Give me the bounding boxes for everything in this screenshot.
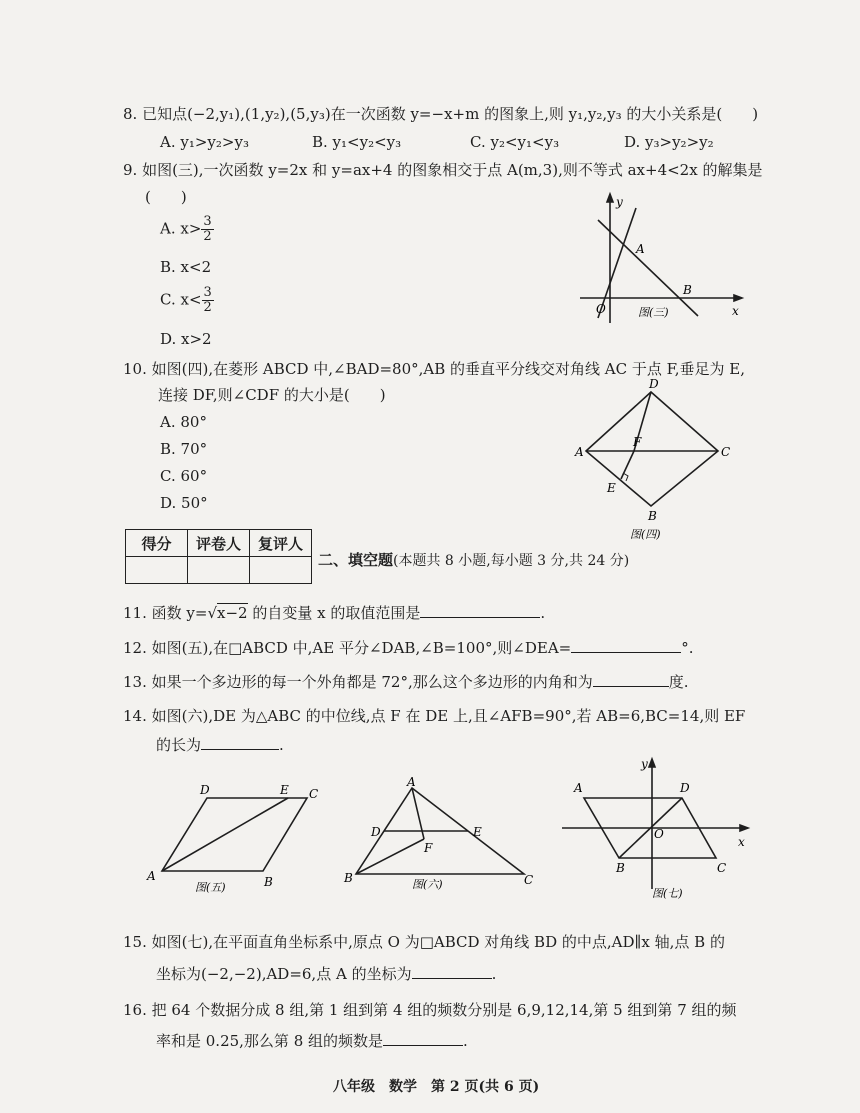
fig6-caption: 图(六) — [412, 878, 443, 891]
question-16-line2: 率和是 0.25,那么第 8 组的频数是 . — [156, 1032, 468, 1050]
q9-option-a-fraction: $\frac{3}{2}$ — [203, 214, 212, 244]
fig7-x-arrow — [740, 825, 748, 831]
question-10-line1: 10. 如图(四),在菱形 ABCD 中,∠BAD=80°,AB 的垂直平分线交对角线 AC 于点 F,垂足为 E, — [123, 360, 745, 378]
fig6-label-d: D — [371, 825, 381, 839]
q11-answer-blank[interactable] — [420, 603, 540, 618]
question-10-line2: 连接 DF,则∠CDF 的大小是( ) — [158, 386, 386, 404]
fig7-label-d: D — [680, 781, 690, 795]
question-12: 12. 如图(五),在□ABCD 中,AE 平分∠DAB,∠B=100°,则∠DEA= °. — [123, 639, 694, 657]
question-13: 13. 如果一个多边形的每一个外角都是 72°,那么这个多边形的内角和为 度. — [123, 673, 689, 691]
section-2-title: 二、填空题 — [318, 551, 394, 569]
fig3-caption: 图(三) — [638, 306, 669, 319]
score-table-cell-grader[interactable] — [188, 557, 250, 584]
question-8 — [123, 104, 758, 124]
fig7-label-b: B — [616, 861, 625, 875]
q10-option-b: B. 70° — [160, 440, 208, 458]
q12-answer-blank[interactable] — [571, 638, 681, 653]
q9-option-a: A. x> $\frac{3}{2}$ — [160, 214, 212, 244]
fig5-label-d: D — [200, 783, 210, 797]
question-15-line1: 15. 如图(七),在平面直角坐标系中,原点 O 为□ABCD 对角线 BD 的中点,AD∥x 轴,点 B 的 — [123, 933, 725, 951]
fig7-label-c: C — [717, 861, 727, 875]
fig3-x-arrow — [734, 295, 742, 301]
q16-answer-blank[interactable] — [383, 1031, 463, 1046]
fig7-caption: 图(七) — [652, 887, 683, 900]
score-table-cell-score[interactable] — [126, 557, 188, 584]
score-table-header-reviewer: 复评人 — [250, 530, 312, 557]
question-8-text: 8. 已知点(−2,y₁),(1,y₂),(5,y₃)在一次函数 y=−x+m 的图象上,则 y₁,y₂,y₃ 的大小关系是( ) — [123, 105, 759, 123]
question-9-line1: 9. 如图(三),一次函数 y=2x 和 y=ax+4 的图象相交于点 A(m,3),则不等式 ax+4<2x 的解集是 — [123, 161, 763, 179]
question-16-line1: 16. 把 64 个数据分成 8 组,第 1 组到第 4 组的频数分别是 6,9,12,14,第 5 组到第 7 组的频 — [123, 1001, 737, 1019]
fig4-caption: 图(四) — [630, 528, 661, 541]
fig4-rhombus — [586, 392, 718, 506]
q8-option-a: A. y₁>y₂>y₃ — [160, 133, 249, 151]
q9-option-c: C. x< $\frac{3}{2}$ — [160, 285, 212, 315]
fig7-label-y: y — [641, 757, 648, 771]
q10-option-d: D. 50° — [160, 494, 208, 512]
fig7-y-arrow — [649, 759, 655, 767]
fig5-label-e: E — [280, 783, 289, 797]
question-14-line2: 的长为 . — [156, 736, 284, 754]
q10-option-a: A. 80° — [160, 413, 207, 431]
q10-option-c: C. 60° — [160, 467, 208, 485]
fig4-segment-fe — [621, 451, 634, 479]
page-footer: 八年级 数学 第 2 页(共 6 页) — [333, 1079, 540, 1095]
fig5-label-c: C — [309, 787, 319, 801]
question-15-line2: 坐标为(−2,−2),AD=6,点 A 的坐标为 . — [156, 965, 497, 983]
fig6-label-a: A — [407, 775, 416, 789]
q15-answer-blank[interactable] — [412, 964, 492, 979]
fig3-label-b: B — [683, 283, 692, 297]
fig4-label-b: B — [648, 509, 657, 523]
fig5-caption: 图(五) — [195, 881, 226, 894]
fig5-label-b: B — [264, 875, 273, 889]
fig4-label-a: A — [575, 445, 584, 459]
question-14-line1: 14. 如图(六),DE 为△ABC 的中位线,点 F 在 DE 上,且∠AFB=90°,若 AB=6,BC=14,则 EF — [123, 707, 746, 725]
figure-6 — [340, 772, 540, 897]
fig5-label-a: A — [147, 869, 156, 883]
q9-option-b: B. x<2 — [160, 258, 212, 276]
fig3-label-x: x — [732, 304, 739, 318]
score-table-cell-reviewer[interactable] — [250, 557, 312, 584]
section-2-note: (本题共 8 小题,每小题 3 分,共 24 分) — [393, 553, 630, 569]
question-9-line2: ( ) — [145, 188, 187, 206]
fig5-parallelogram — [162, 798, 307, 871]
score-table-header-grader: 评卷人 — [188, 530, 250, 557]
fig6-label-f: F — [424, 841, 433, 855]
q13-answer-blank[interactable] — [593, 672, 669, 687]
q14-answer-blank[interactable] — [201, 735, 279, 750]
fig6-label-b: B — [344, 871, 353, 885]
fig3-y-arrow — [607, 194, 613, 202]
q9-option-c-fraction: $\frac{3}{2}$ — [203, 285, 212, 315]
figure-3 — [570, 188, 750, 328]
fig6-label-c: C — [524, 873, 534, 887]
fig3-label-y: y — [616, 195, 623, 209]
fig3-label-a: A — [636, 242, 645, 256]
score-table — [125, 529, 312, 584]
fig3-label-o: O — [596, 302, 606, 316]
figure-4 — [570, 376, 740, 546]
fig4-label-e: E — [607, 481, 616, 495]
q8-option-b: B. y₁<y₂<y₃ — [312, 133, 402, 151]
fig4-label-f: F — [633, 435, 642, 449]
q8-option-c: C. y₂<y₁<y₃ — [470, 133, 560, 151]
fig3-line-ax4 — [598, 220, 698, 316]
fig4-label-d: D — [649, 377, 659, 391]
section-2-heading — [318, 549, 629, 570]
q9-option-d: D. x>2 — [160, 330, 212, 348]
fig6-segment-fb — [356, 839, 424, 874]
fig7-label-x: x — [738, 835, 745, 849]
figure-7 — [556, 754, 756, 904]
question-11: 11. 函数 y=√x−2 的自变量 x 的取值范围是 . — [123, 604, 546, 622]
fig7-label-o: O — [654, 827, 664, 841]
fig7-label-a: A — [574, 781, 583, 795]
figure-5 — [140, 776, 330, 906]
q8-option-d: D. y₃>y₂>y₂ — [624, 133, 714, 151]
q11-radicand: x−2 — [217, 604, 248, 622]
fig6-label-e: E — [473, 825, 482, 839]
q11-sqrt-sign: √ — [207, 604, 217, 622]
fig4-label-c: C — [721, 445, 731, 459]
score-table-header-score: 得分 — [126, 530, 188, 557]
